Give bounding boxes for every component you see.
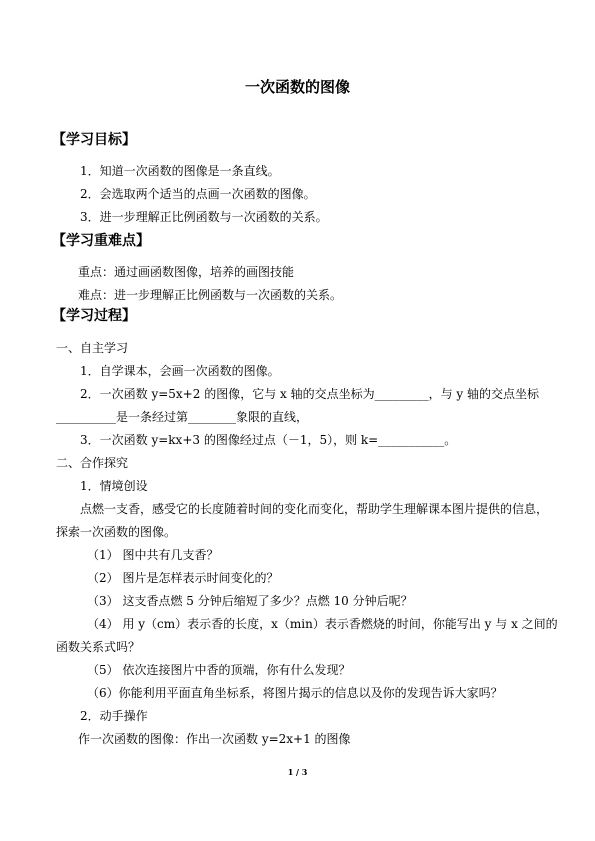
process-subheading: 二、合作探究 — [56, 456, 129, 470]
goal-item: 2．会选取两个适当的点画一次函数的图像。 — [80, 187, 316, 201]
question-item: （4） 用 y（cm）表示香的长度，x（min）表示香燃烧的时间，你能写出 y 与 x 之间的 — [87, 617, 558, 631]
question-item: （5） 依次连接图片中香的顶端，你有什么发现？ — [87, 663, 351, 677]
goal-item: 1．知道一次函数的图像是一条直线。 — [80, 164, 280, 178]
goal-item: 3．进一步理解正比例函数与一次函数的关系。 — [80, 210, 328, 224]
question-item: （1） 图中共有几支香？ — [87, 548, 219, 562]
question-item: （6）你能利用平面直角坐标系，将图片揭示的信息以及你的发现告诉大家吗？ — [87, 686, 503, 700]
process-subheading: 一、自主学习 — [56, 341, 129, 355]
process-line: 2．动手操作 — [80, 709, 148, 723]
process-line: __________是一条经过第________象限的直线， — [56, 410, 309, 424]
process-line: 2．一次函数 y=5x+2 的图像，它与 x 轴的交点坐标为_________，与 y 轴的交点坐标 — [80, 387, 539, 401]
key-point-item: 重点：通过画函数图像，培养的画图技能 — [78, 265, 295, 279]
question-item: （2） 图片是怎样表示时间变化的？ — [87, 571, 279, 585]
process-line: 作一次函数的图像：作出一次函数 y=2x+1 的图像 — [78, 732, 351, 746]
process-line: 3．一次函数 y=kx+3 的图像经过点（－1，5），则 k=___________。 — [80, 433, 457, 447]
page-number: 1 / 3 — [287, 767, 308, 777]
process-line: 1．情境创设 — [80, 479, 148, 493]
question-item: （3） 这支香点燃 5 分钟后缩短了多少？点燃 10 分钟后呢？ — [87, 594, 413, 608]
key-point-item: 难点：进一步理解正比例函数与一次函数的关系。 — [78, 288, 343, 302]
question-item-continuation: 函数关系式吗？ — [56, 640, 141, 654]
process-line: 探索一次函数的图像。 — [56, 525, 177, 539]
process-line: 1．自学课本，会画一次函数的图像。 — [80, 364, 280, 378]
page-title: 一次函数的图像 — [244, 78, 350, 96]
section-heading-key-points: 【学习重难点】 — [52, 233, 150, 249]
section-heading-process: 【学习过程】 — [52, 308, 136, 324]
process-line: 点燃一支香，感受它的长度随着时间的变化而变化，帮助学生理解课本图片提供的信息， — [80, 502, 549, 516]
section-heading-goals: 【学习目标】 — [52, 132, 136, 148]
